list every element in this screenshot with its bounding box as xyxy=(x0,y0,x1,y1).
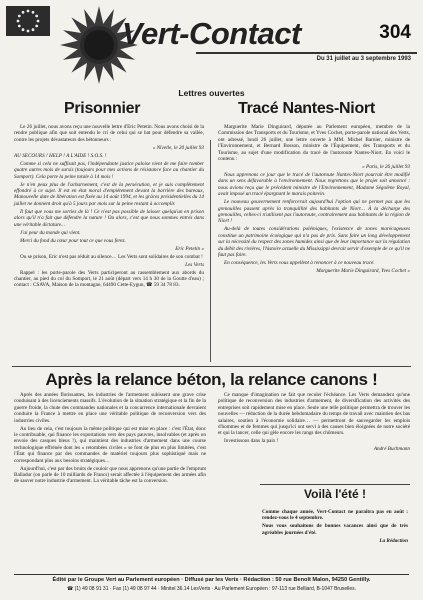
right-article xyxy=(218,124,410,276)
left-letter-p6: Merci du fond du cœur pour tout ce que vous ferez. xyxy=(20,237,126,244)
left-letter-p4: Il faut que vous me sortiez de là ! Ce n'est pas possible de laisser quelqu'un en prison alors qu'il n'a fait que défendre la nature ! Ou alors, c'est que nous sommes entrés dans une véritable dictature... xyxy=(14,208,204,228)
issue-date: Du 31 juillet au 3 septembre 1993 xyxy=(316,56,411,62)
section-kicker: Lettres ouvertes xyxy=(178,88,245,98)
footer-publisher: Édité par le Groupe Vert au Parlement européen · Diffusé par les Verts · Rédaction : 50 rue Benoît Malon, 94250 Gentilly. xyxy=(52,577,371,583)
summer-notice-text xyxy=(262,509,408,546)
right-intro: Marguerite Marie Dinguirard, députée au Parlement européen, membre de la Commission des Transports et du Tourisme, et Yves Cochet, porte-parole national des Verts, ont adressé, lundi 26 juillet, une lettre ouverte à MM. Michel Barnier, ministre de l'Environnement, et Bernard Bosson, ministre de l'Équipement, des Transports et du Tourisme, au sujet d'une modification du tracé de l'autoroute Nantes-Niort. En voici le contenu : xyxy=(218,124,410,163)
left-article xyxy=(14,124,204,290)
left-after-p2: Rappel : les porte-parole des Verts participeront au rassemblement aux abords du chantier, au pied du col du Somport, le 21 août (départ vers 14 h 30 de la Goutte d'eau) ; contact : CSAVA, Maison de la montagne, 64490 Cette-Eygun, ☎ 59 34 78 83. xyxy=(14,269,204,289)
left-letter-p1: AU SECOURS ! HELP ! A L'AIDE ! S.O.S. ! xyxy=(14,152,107,159)
right-heading: Tracé Nantes-Niort xyxy=(238,100,375,117)
masthead-rule xyxy=(196,52,417,54)
column-divider xyxy=(210,140,211,362)
masthead xyxy=(6,4,417,88)
left-intro: Le 26 juillet, nous avons reçu une nouvelle lettre d'Eric Petetin. Nous avons choisi de la rendre publique afin que soit entendu le cri de celui qui se bat pour défendre sa vallée, contre les projets dévastateurs des bétonneurs : xyxy=(14,124,204,143)
footer xyxy=(14,574,409,597)
right-signature: Marguerite Marie Dinguirard, Yves Cochet » xyxy=(316,268,410,275)
newsletter-title: Vert-Contact xyxy=(122,16,301,51)
summer-notice-heading: Voilà l'été ! xyxy=(304,487,366,501)
main-right-col xyxy=(218,392,410,454)
left-after-p1: Ou se prison, Eric n'est pas réduit au silence… Les Verts sont solidaires de son combat ! xyxy=(20,253,203,260)
summer-notice-p1: Comme chaque année, Vert-Contact ne paraîtra pas en août : rendez-vous le 4 septembre. xyxy=(262,509,408,522)
main-left-col xyxy=(14,392,206,486)
left-heading: Prisonnier xyxy=(64,100,141,117)
left-letter-p5: J'ai peur du monde qui vient. xyxy=(20,229,81,236)
right-letter-p3: Au-delà de toutes considérations polémiques, l'existence de zones marécageuses constitue un patrimoine écologique qui n'a pas de prix. Sans faire un long développement sur la nécessité du respect des zones humides ainsi que de leur importance sur la régulation du débit des rivières, l'histoire actuelle du Mississippi devrait servir d'exemple de ce qu'il ne faut pas faire. xyxy=(218,226,410,259)
section-rule xyxy=(12,366,411,367)
left-signature: Eric Petetin » xyxy=(175,245,204,252)
right-letter-p2: Le nouveau gouvernement renforcerait aujourd'hui l'option qui ne permet pas que les grenouilles passent après la tranquillité des habitants de Niort… À la décharge des grenouilles, celles-ci n'utilisent pas l'autoroute, contrairement aux habitants de la région de Niort ! xyxy=(218,199,410,225)
eu-flag-icon xyxy=(6,6,50,36)
left-letter-p2: Comme si cela ne suffisait pas, l'indépendante justice paloise vient de me faire tomber quatre autres mois de sursis (toujours pour mes actions de résistance face au chantier du Somport). Cela porte la peine totale à 14 mois ! xyxy=(14,160,204,180)
main-right-p1: Ce manque d'imagination ne fait que reculer l'échéance. Les Verts demandent qu'une politique de reconversion des industries d'armement, de diversification des activités des entreprises soit rapidement mise en place. Seule une telle politique permettra de trouver les nouvelles — réduction de la durée hebdomadaire du temps de travail avec maintien des bas salaires, soutien à l'économie solidaire… — permettront de sauvegarder les emplois d'hommes et de femmes qui jusqu'ici ont servi à des causes bien éloignées de notre société et qui la lancer, celle qui gèle encore les rangs des chômeurs. xyxy=(218,392,410,437)
summer-notice-box xyxy=(260,484,410,571)
summer-notice-p2: Nous vous souhaitons de bonnes vacances ainsi que de très agréables journées d'été. xyxy=(262,523,408,536)
right-dateline: « Paris, le 26 juillet 93 xyxy=(362,164,410,171)
main-right-p2: Investissons dans la paix ! xyxy=(224,438,279,445)
right-letter-p4: En conséquence, les Verts vous appellent à renoncer à ce nouveau tracé. xyxy=(224,260,375,267)
main-signature: André Buchmann xyxy=(373,446,410,453)
left-letter-p3: Je n'en peux plus de l'acharnement, c'est de la persécution, et je suis complètement effondré à ce sujet. Il est en état moral d'empiétement devant la barrière des bureaux, Manouvelle date de libération est fixée au 14 août 1994, et les grâces présidentielles du 14 juillet ne donnent droit qu'à 5 jours par mois sur la peine restant à accomplir. xyxy=(14,181,204,207)
right-letter-p1: Nous apprenons ce jour que le tracé de l'autoroute Nantes-Niort pourrait être modifié dans un sens défavorable à l'environnement. Nous regrettons que le projet soit annoncé : nous avions reçu que le précédent ministre de l'Environnement, Madame Ségolène Royal, avait imposé un tracé épargnant le marais poitevin. xyxy=(218,172,410,198)
left-after-signature: Les Verts xyxy=(185,261,204,268)
main-heading: Après la relance béton, la relance canons ! xyxy=(45,370,378,389)
main-left-p2: Au lieu de cela, c'est toujours la même politique qui est mise en place : c'est l'État, donc le contribuable, qui finance les exportations vers des pays pauvres, insolvables (et après on envoie des casques bleus !), qui maintient des industries d'armement dans une course technologique effrénée dont les « retombées civiles » se font de plus en plus limitées, c'est l'État qui finance par des commandes de matériel toujours plus sophistiqué mais ne correspondant plus aux besoins stratégiques... xyxy=(14,425,206,464)
left-dateline: « Nîvelle, le 20 juillet 93 xyxy=(152,144,204,151)
main-left-p3: Aujourd'hui, c'est par des bruits de couloir que nous apprenons qu'une partie de l'emprunt Balladur (on parle de 10 milliards de Francs) serait affectée à l'équipement des armées afin de sauver notre industrie d'armement. La véritable tâche est la conversion. xyxy=(14,465,206,485)
footer-contact: ☎ (1) 49 08 91 31 · Fax (1) 49 08 97 44 · Minitel 36.14 LesVerts · Au Parlement Européen : 97-113 rue Belliard, B-1047 Bruxelles. xyxy=(66,586,357,592)
summer-notice-signature: La Rédaction xyxy=(379,537,408,544)
main-left-p1: Après des années florissantes, les industries de l'armement subissent une grave crise conduisant à des licenciements massifs. L'évolution de la situation stratégique et la fin de la guerre froide, la chute des commandes nationales et la concurrence internationale devraient conduire la France à mettre en place une véritable politique de reconversion vers des industries civiles. xyxy=(14,392,206,424)
issue-number: 304 xyxy=(379,22,411,43)
